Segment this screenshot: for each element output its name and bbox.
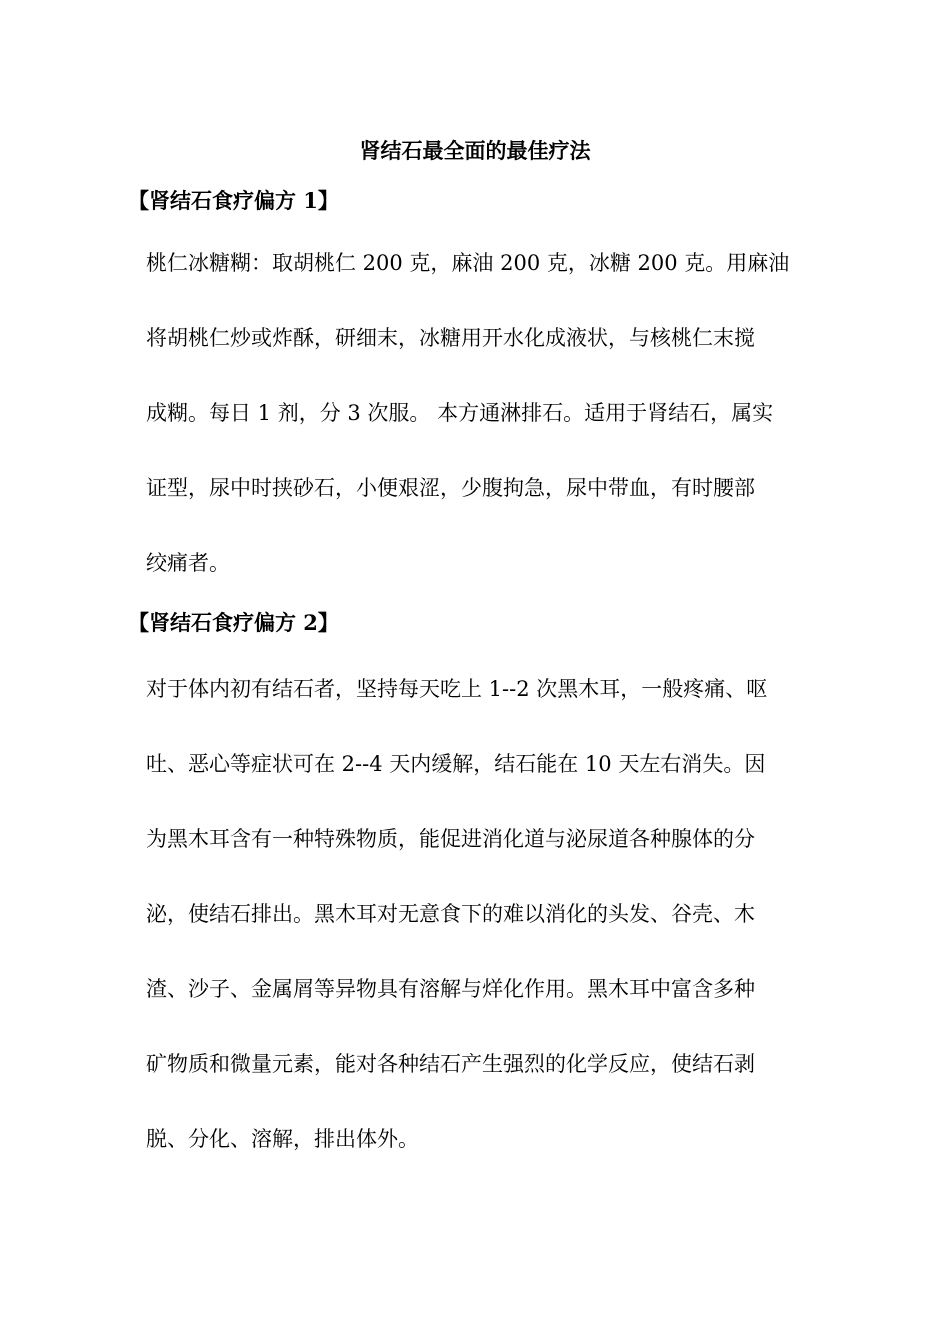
paragraph-line: 矿物质和微量元素，能对各种结石产生强烈的化学反应，使结石剥 bbox=[146, 1052, 755, 1076]
section-paragraph-1 bbox=[146, 226, 816, 601]
paragraph-line: 将胡桃仁炒或炸酥，研细末，冰糖用开水化成液状，与核桃仁末搅 bbox=[146, 326, 755, 350]
paragraph-line: 证型，尿中时挟砂石，小便艰涩，少腹拘急，尿中带血，有时腰部 bbox=[146, 476, 755, 500]
paragraph-line: 桃仁冰糖糊：取胡桃仁 200 克，麻油 200 克，冰糖 200 克。用麻油 bbox=[146, 251, 790, 275]
paragraph-line: 绞痛者。 bbox=[146, 551, 230, 575]
paragraph-line: 对于体内初有结石者，坚持每天吃上 1--2 次黑木耳，一般疼痛、呕 bbox=[146, 677, 768, 701]
paragraph-line: 泌，使结石排出。黑木耳对无意食下的难以消化的头发、谷壳、木 bbox=[146, 902, 755, 926]
paragraph-line: 脱、分化、溶解，排出体外。 bbox=[146, 1127, 419, 1151]
paragraph-line: 吐、恶心等症状可在 2--4 天内缓解，结石能在 10 天左右消失。因 bbox=[146, 752, 766, 776]
section-paragraph-2 bbox=[146, 652, 816, 1177]
document-title: 肾结石最全面的最佳疗法 bbox=[359, 138, 591, 163]
paragraph-line: 渣、沙子、金属屑等异物具有溶解与烊化作用。黑木耳中富含多种 bbox=[146, 977, 755, 1001]
section-heading-1: 【肾结石食疗偏方 1】 bbox=[128, 188, 339, 213]
paragraph-line: 为黑木耳含有一种特殊物质，能促进消化道与泌尿道各种腺体的分 bbox=[146, 827, 755, 851]
section-heading-2: 【肾结石食疗偏方 2】 bbox=[128, 610, 339, 635]
paragraph-line: 成糊。每日 1 剂，分 3 次服。 本方通淋排石。适用于肾结石，属实 bbox=[146, 401, 774, 425]
